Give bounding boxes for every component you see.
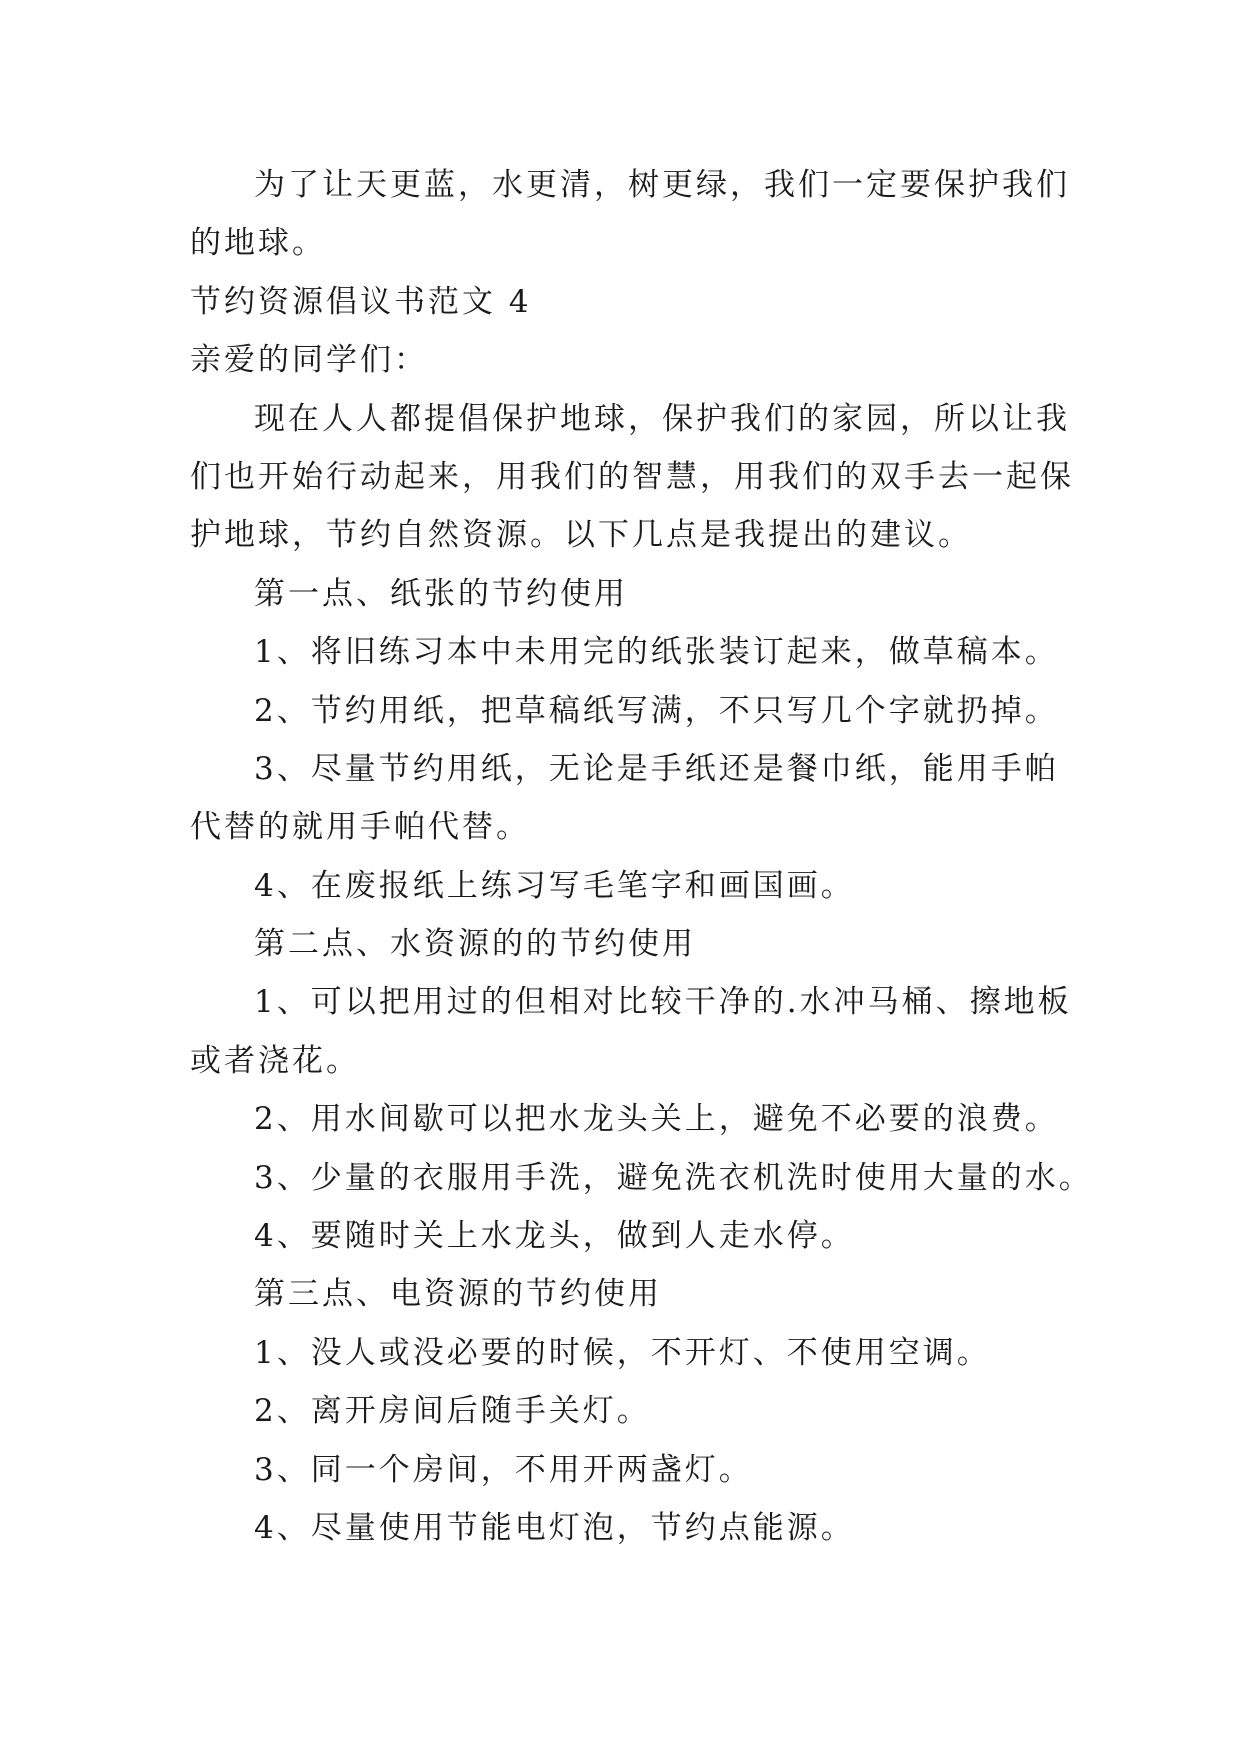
document-body [190, 156, 1093, 1557]
text-line: 为了让天更蓝，水更清，树更绿，我们一定要保护我们 [254, 167, 1070, 203]
text-line: 4、要随时关上水龙头，做到人走水停。 [254, 1218, 855, 1255]
text-line: 1、没人或没必要的时候，不开灯、不使用空调。 [254, 1334, 991, 1371]
text-line: 第二点、水资源的的节约使用 [254, 926, 696, 963]
text-line: 2、节约用纸，把草稿纸写满，不只写几个字就扔掉。 [254, 692, 1059, 729]
text-line: 第三点、电资源的节约使用 [254, 1276, 662, 1313]
text-line: 代替的就用手帕代替。 [190, 809, 530, 846]
text-line: 第一点、纸张的节约使用 [254, 575, 628, 612]
text-line: 亲爱的同学们： [190, 342, 428, 379]
text-line: 节约资源倡议书范文 4 [190, 283, 532, 320]
text-line: 3、少量的衣服用手洗，避免洗衣机洗时使用大量的水。 [254, 1159, 1093, 1196]
text-line: 或者浇花。 [190, 1042, 360, 1079]
text-line: 1、可以把用过的但相对比较干净的.水冲马桶、擦地板 [254, 984, 1072, 1021]
text-line: 们也开始行动起来，用我们的智慧，用我们的双手去一起保 [190, 458, 1074, 495]
text-line: 护地球，节约自然资源。以下几点是我提出的建议。 [190, 517, 972, 554]
text-line: 4、在废报纸上练习写毛笔字和画国画。 [254, 867, 855, 904]
text-line: 的地球。 [190, 225, 326, 262]
text-line: 4、尽量使用节能电灯泡，节约点能源。 [254, 1509, 855, 1546]
text-line: 2、用水间歇可以把水龙头关上，避免不必要的浪费。 [254, 1101, 1059, 1138]
text-line: 1、将旧练习本中未用完的纸张装订起来，做草稿本。 [254, 634, 1059, 671]
text-line: 3、尽量节约用纸，无论是手纸还是餐巾纸，能用手帕 [254, 750, 1059, 787]
text-line: 3、同一个房间，不用开两盏灯。 [254, 1451, 753, 1488]
text-line: 2、离开房间后随手关灯。 [254, 1393, 651, 1430]
text-line: 现在人人都提倡保护地球，保护我们的家园，所以让我 [254, 400, 1070, 437]
